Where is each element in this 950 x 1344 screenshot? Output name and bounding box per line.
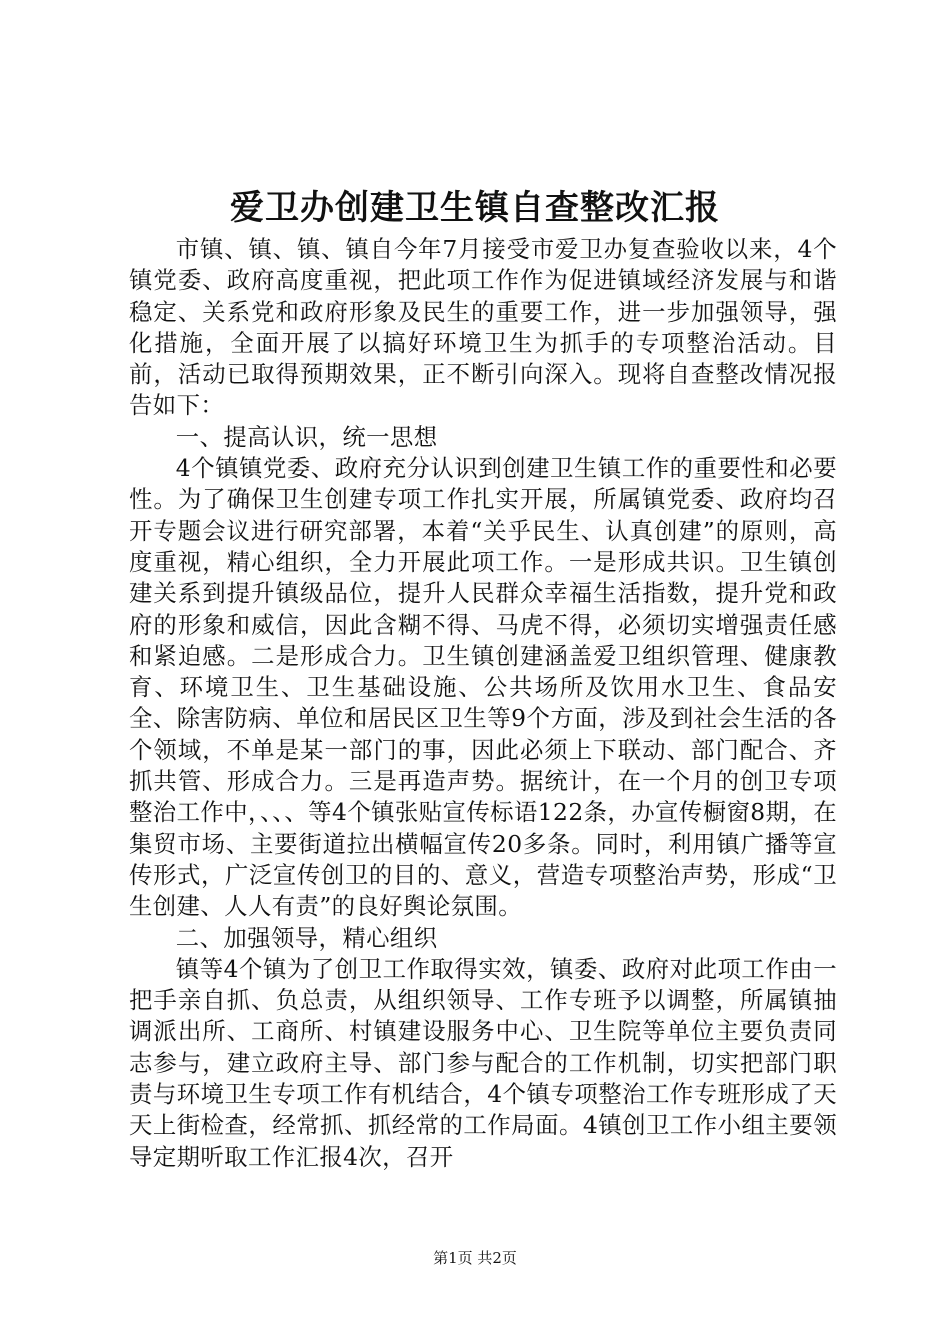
paragraph-section-2: 镇等4个镇为了创卫工作取得实效，镇委、政府对此项工作由一把手亲自抓、负总责，从组织领导、工作专班予以调整，所属镇抽调派出所、工商所、村镇建设服务中心、卫生院等单位主要负责同志参与，建立政府主导、部门参与配合的工作机制，切实把部门职责与环境卫生专项工作有机结合，4个镇专项整治工作专班形成了天天上街检查，经常抓、抓经常的工作局面。4镇创卫工作小组主要领导定期听取工作汇报4次，召开 bbox=[129, 954, 837, 1171]
document-title: 爱卫办创建卫生镇自查整改汇报 bbox=[230, 188, 720, 228]
section-heading-2: 二、加强领导，精心组织 bbox=[175, 923, 438, 952]
paragraph-intro: 市镇、镇、镇、镇自今年7月接受市爱卫办复查验收以来，4个镇党委、政府高度重视，把此项工作作为促进镇域经济发展与和谐稳定、关系党和政府形象及民生的重要工作，进一步加强领导，强化措施，全面开展了以搞好环境卫生为抓手的专项整治活动。目前，活动已取得预期效果，正不断引向深入。现将自查整改情况报告如下： bbox=[129, 235, 837, 420]
paragraph-section-1: 4个镇镇党委、政府充分认识到创建卫生镇工作的重要性和必要性。为了确保卫生创建专项工作扎实开展，所属镇党委、政府均召开专题会议进行研究部署，本着“关乎民生、认真创建”的原则，高度重视，精心组织，全力开展此项工作。一是形成共识。卫生镇创建关系到提升镇级品位，提升人民群众幸福生活指数，提升党和政府的形象和威信，因此含糊不得、马虎不得，必须切实增强责任感和紧迫感。二是形成合力。卫生镇创建涵盖爱卫组织管理、健康教育、环境卫生、卫生基础设施、公共场所及饮用水卫生、食品安全、除害防病、单位和居民区卫生等9个方面，涉及到社会生活的各个领域，不单是某一部门的事，因此必须上下联动、部门配合、齐抓共管、形成合力。三是再造声势。据统计，在一个月的创卫专项整治工作中，、、、等4个镇张贴宣传标语122条，办宣传橱窗8期，在集贸市场、主要街道拉出横幅宣传20多条。同时，利用镇广播等宣传形式，广泛宣传创卫的目的、意义，营造专项整治声势，形成“卫生创建、人人有责”的良好舆论氛围。 bbox=[129, 454, 837, 921]
page-footer: 第1页 共2页 bbox=[433, 1249, 517, 1267]
section-heading-1: 一、提高认识，统一思想 bbox=[175, 422, 438, 451]
document-body bbox=[129, 234, 837, 1173]
